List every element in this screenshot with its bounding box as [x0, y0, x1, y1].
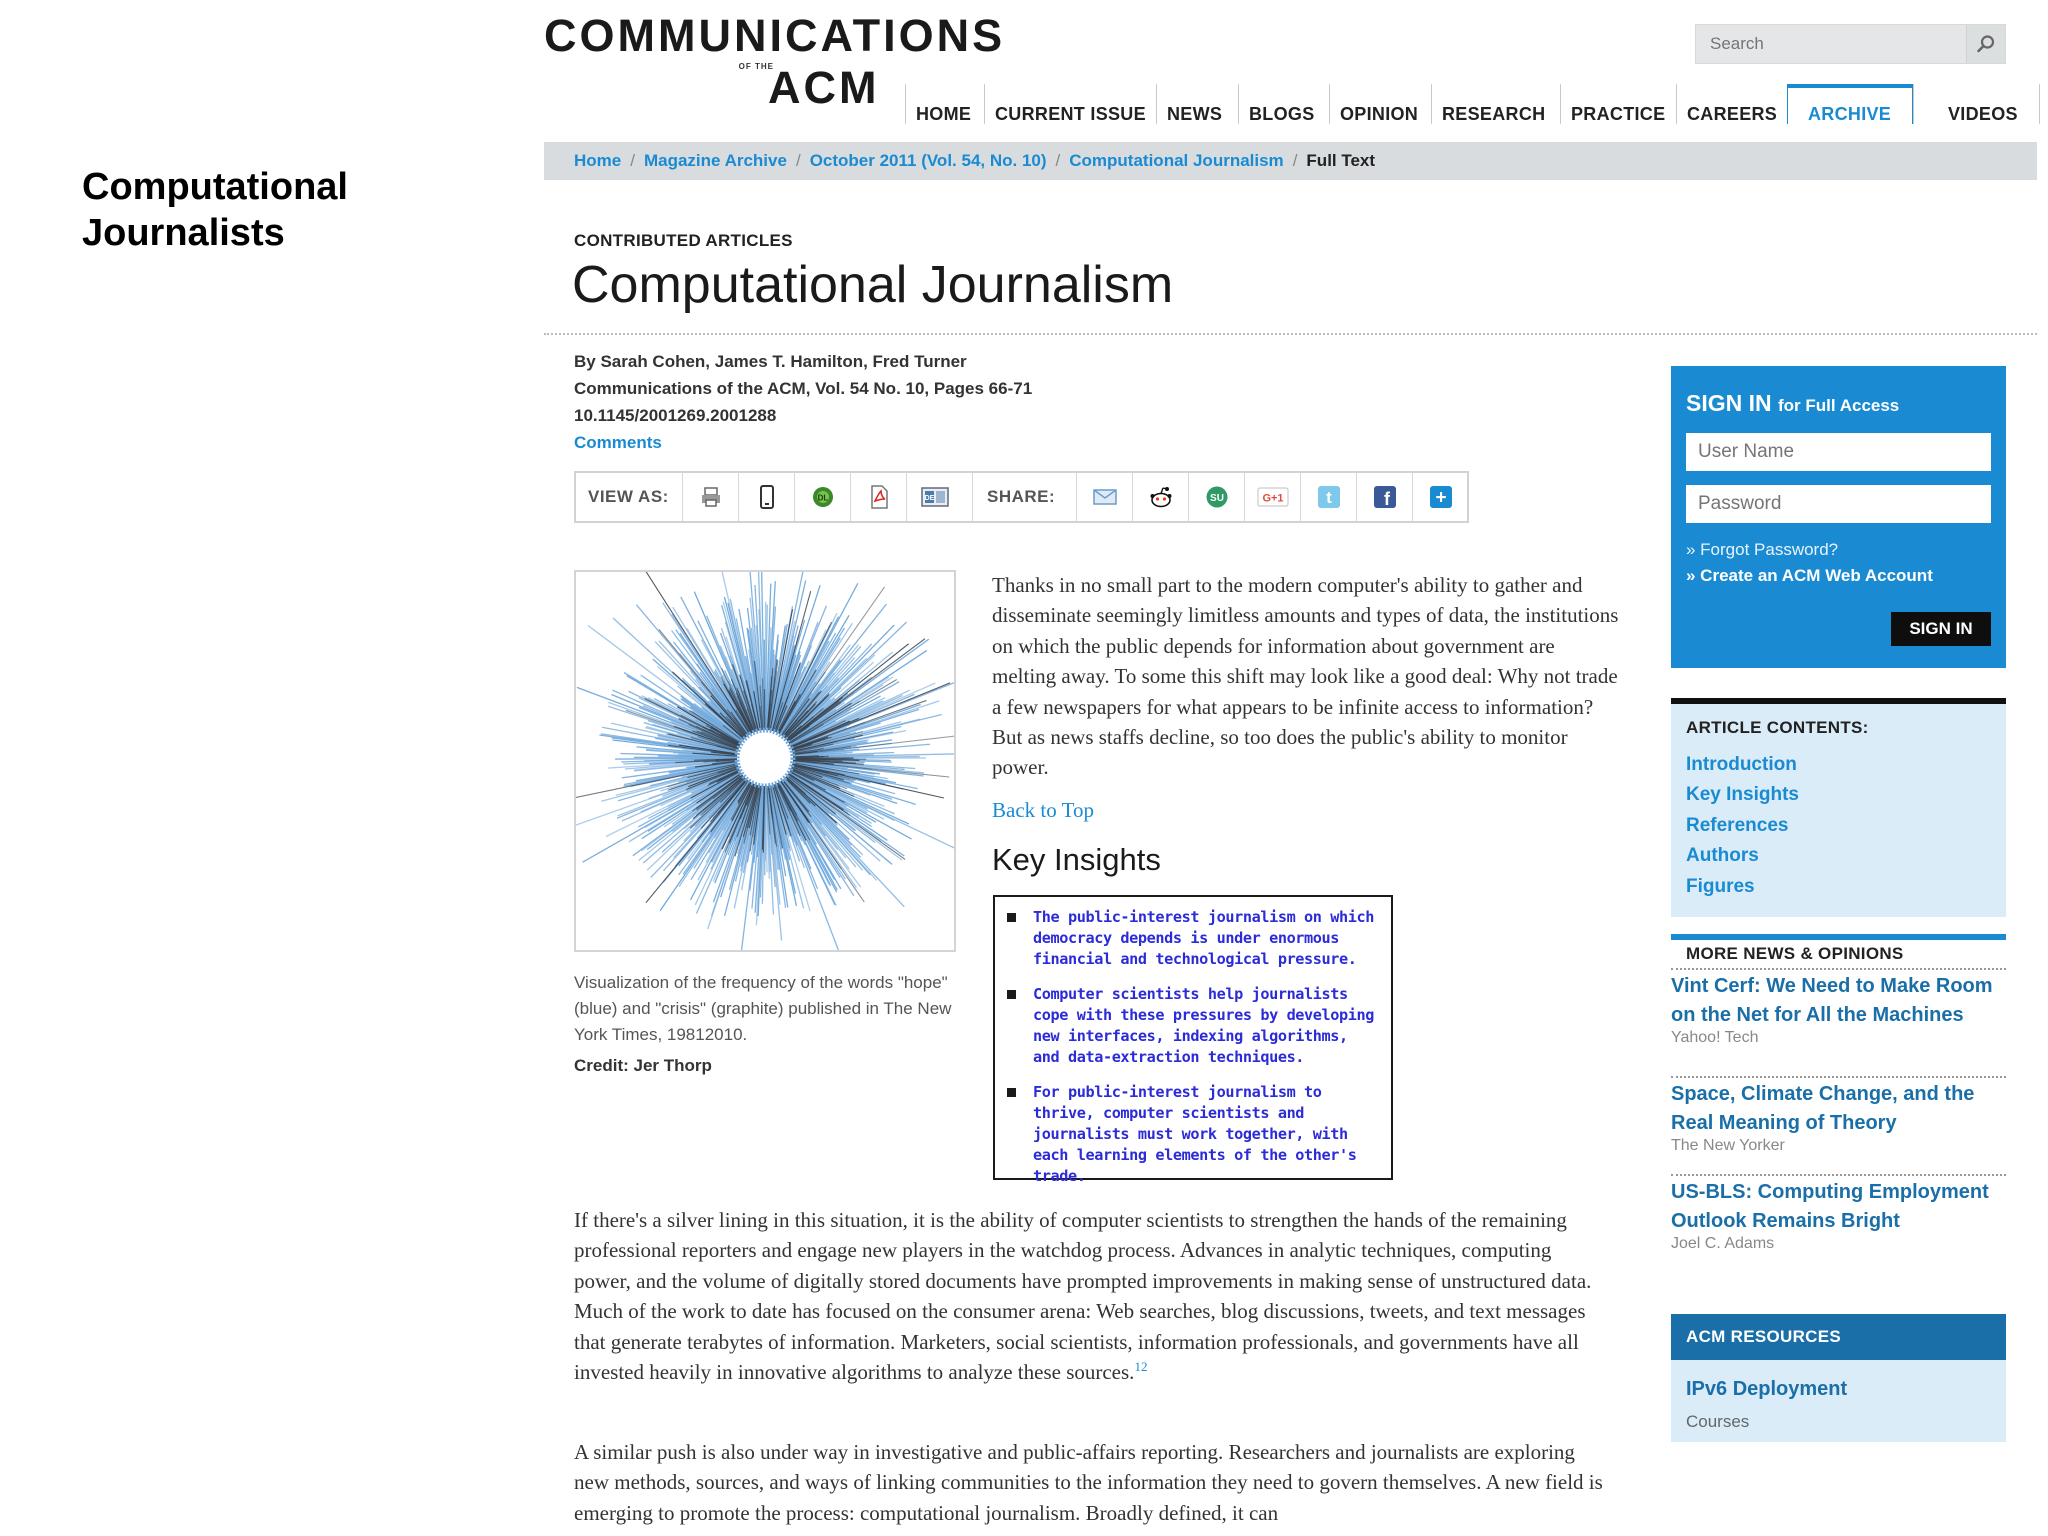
signin-subtitle: for Full Access: [1778, 396, 1900, 415]
more-share-icon: [1429, 485, 1453, 509]
article-title: Computational Journalism: [572, 256, 1174, 314]
center-ring: [737, 730, 793, 786]
news-accent-bar: [1671, 934, 2006, 940]
back-to-top-link[interactable]: Back to Top: [992, 798, 1094, 822]
key-insight-item: Computer scientists help journalists cope with these pressures by developing new interfaces, indexing algorithms, and data-extraction techniques.: [1005, 984, 1379, 1068]
article-figure[interactable]: [574, 570, 956, 952]
signin-panel: [1671, 366, 2006, 668]
breadcrumb-home[interactable]: Home: [574, 151, 622, 170]
contents-link-figures[interactable]: Figures: [1686, 876, 1755, 897]
contents-link-key-insights[interactable]: Key Insights: [1686, 784, 1799, 805]
create-account-link[interactable]: » Create an ACM Web Account: [1686, 566, 1933, 585]
article-contents-title: ARTICLE CONTENTS:: [1686, 718, 1869, 737]
search-button[interactable]: [1966, 25, 2005, 63]
more-share-text: +: [1435, 487, 1447, 509]
digital-edition-button[interactable]: [906, 473, 963, 521]
word-frequency-visualization: [576, 572, 954, 950]
resource-link[interactable]: IPv6 Deployment: [1686, 1378, 1848, 1400]
more-share-button[interactable]: [1412, 473, 1469, 521]
news-item: [1671, 1178, 2006, 1253]
body-paragraph-3: A similar push is also under way in investigative and public-affairs reporting. Researchers and journalists are exploring new methods, sources, and ways of linking communities to the information they need to govern themselves. A new field is emerging to promote the process: computational journalism. Broadly defined, it can: [574, 1440, 1603, 1525]
google-plus-share-button[interactable]: [1244, 473, 1301, 521]
slide-heading: Computational Journalists: [82, 166, 348, 254]
news-link[interactable]: Vint Cerf: We Need to Make Room on the Net for All the Machines: [1671, 975, 1993, 1026]
nav-practice[interactable]: PRACTICE: [1560, 84, 1676, 124]
article-doi[interactable]: 10.1145/2001269.2001288: [574, 406, 777, 425]
breadcrumb-issue[interactable]: October 2011 (Vol. 54, No. 10): [809, 151, 1047, 170]
contents-link-authors[interactable]: Authors: [1686, 845, 1759, 866]
pdf-button[interactable]: [850, 473, 907, 521]
paragraph-2-text: If there's a silver lining in this situation, it is the ability of computer scientists to strengthen the hands of the remaining professional reporters and engage new players in the watchdog process. Advances in analytic techniques, computing power, and the volume of digitally stored documents have prompted improvements in making sense of unstructured data. Much of the work to date has focused on the consumer arena: Web searches, blog discussions, tweets, and text messages that generate terabytes of information. Marketers, social scientists, information professionals, and governments have all invested heavily in innovative algorithms to analyze these sources.: [574, 1208, 1592, 1385]
su-text: SU: [1210, 493, 1224, 504]
view-as-label: VIEW AS:: [588, 487, 669, 506]
body-paragraph-2: [574, 1205, 1610, 1387]
email-share-button[interactable]: [1076, 473, 1133, 521]
signin-heading: SIGN IN: [1686, 390, 1772, 416]
article-citation: Communications of the ACM, Vol. 54 No. 10, Pages 66-71: [574, 379, 1033, 398]
de-text: DE: [924, 495, 935, 502]
intro-paragraph: Thanks in no small part to the modern computer's ability to gather and disseminate seemingly limitless amounts and types of data, the institutions on which the public depends for information about government are melting away. To some this shift may look like a good deal: Why not trade a few newspapers for what appears to be infinite access to information? But as news staffs decline, so too does the public's ability to monitor power.: [992, 573, 1619, 780]
signin-title: [1686, 390, 1899, 417]
search-input[interactable]: [1696, 25, 1996, 63]
logo-acm[interactable]: ACM: [768, 62, 880, 113]
email-icon: [1092, 487, 1118, 507]
acm-resources-title: ACM RESOURCES: [1671, 1314, 2006, 1360]
mobile-icon: [755, 484, 779, 510]
view-share-toolbar: [574, 471, 1469, 523]
signin-button[interactable]: SIGN IN: [1891, 612, 1991, 646]
forgot-password-link[interactable]: » Forgot Password?: [1686, 540, 1839, 559]
logo-of-the: OF THE: [738, 62, 774, 71]
stumbleupon-icon: [1205, 485, 1229, 509]
share-label: SHARE:: [972, 473, 1087, 521]
facebook-icon: [1373, 485, 1397, 509]
nav-current-issue[interactable]: CURRENT ISSUE: [984, 84, 1156, 124]
nav-careers[interactable]: CAREERS: [1676, 84, 1784, 124]
reddit-share-button[interactable]: [1132, 473, 1189, 521]
print-icon: [699, 485, 723, 509]
key-insights-title: Key Insights: [992, 842, 1161, 877]
comments-link[interactable]: Comments: [574, 433, 662, 452]
google-plus-text: G+1: [1262, 492, 1284, 505]
acm-resources-panel: [1671, 1314, 2006, 1442]
contents-link-introduction[interactable]: Introduction: [1686, 754, 1797, 775]
article-contents-panel: [1671, 698, 2006, 917]
article-authors: By Sarah Cohen, James T. Hamilton, Fred Turner: [574, 352, 967, 371]
dl-text: DL: [817, 493, 829, 503]
search-box: [1695, 24, 2006, 64]
breadcrumb: Home / Magazine Archive / October 2011 (Vol. 54, No. 10) / Computational Journalism / Full Text: [544, 142, 2037, 180]
news-item: [1671, 972, 2006, 1047]
news-source: The New Yorker: [1671, 1137, 1785, 1154]
more-news-title: MORE NEWS & OPINIONS: [1686, 944, 1904, 963]
key-insight-item: For public-interest journalism to thrive, computer scientists and journalists must work together, with each learning elements of the other's trade.: [1005, 1082, 1379, 1187]
crisis-ray: [716, 759, 737, 760]
resource-type: Courses: [1686, 1412, 1750, 1431]
password-input[interactable]: [1686, 485, 1991, 523]
divider: [544, 333, 2037, 335]
reddit-icon: [1148, 485, 1174, 509]
google-plus-icon: [1257, 486, 1289, 508]
digital-library-button[interactable]: [794, 473, 851, 521]
facebook-share-button[interactable]: [1356, 473, 1413, 521]
twitter-icon: [1317, 485, 1341, 509]
contents-link-references[interactable]: References: [1686, 815, 1789, 836]
digital-library-icon: [811, 485, 835, 509]
username-input[interactable]: [1686, 433, 1991, 471]
nav-news[interactable]: NEWS: [1156, 84, 1238, 124]
stumbleupon-share-button[interactable]: [1188, 473, 1245, 521]
nav-home[interactable]: HOME: [905, 84, 984, 124]
nav-archive[interactable]: ARCHIVE: [1787, 84, 1913, 124]
key-insights-box: [993, 895, 1393, 1185]
facebook-text: f: [1384, 489, 1390, 509]
news-source: Joel C. Adams: [1671, 1235, 1775, 1252]
nav-research[interactable]: RESEARCH: [1431, 84, 1560, 124]
article-kicker: CONTRIBUTED ARTICLES: [574, 231, 793, 250]
mobile-button[interactable]: [738, 473, 795, 521]
news-source: Yahoo! Tech: [1671, 1029, 1759, 1046]
digital-edition-icon: [920, 485, 950, 509]
figure-caption: Visualization of the frequency of the words "hope" (blue) and "crisis" (graphite) published in The New York Times, 19812010.: [574, 973, 952, 1044]
breadcrumb-magazine-archive[interactable]: Magazine Archive: [643, 151, 787, 170]
figure-credit: Credit: Jer Thorp: [574, 1056, 712, 1075]
news-link[interactable]: Space, Climate Change, and the Real Meaning of Theory: [1671, 1083, 1975, 1134]
nav-opinion[interactable]: OPINION: [1329, 84, 1431, 124]
key-insight-item: The public-interest journalism on which democracy depends is under enormous financial and technological pressure.: [1005, 907, 1379, 970]
print-button[interactable]: [682, 473, 739, 521]
breadcrumb-article[interactable]: Computational Journalism: [1069, 151, 1284, 170]
news-item: [1671, 1080, 2006, 1155]
logo-communications[interactable]: COMMUNICATIONS: [544, 10, 1006, 61]
news-link[interactable]: US-BLS: Computing Employment Outlook Remains Bright: [1671, 1181, 1989, 1232]
nav-videos[interactable]: VIDEOS: [1913, 84, 2040, 124]
nav-blogs[interactable]: BLOGS: [1238, 84, 1329, 124]
magnifier-icon: [1976, 34, 1996, 54]
pdf-icon: [867, 484, 891, 510]
twitter-text: t: [1326, 488, 1332, 507]
breadcrumb-current: Full Text: [1306, 151, 1376, 170]
reference-12[interactable]: 12: [1134, 1359, 1148, 1375]
twitter-share-button[interactable]: [1300, 473, 1357, 521]
